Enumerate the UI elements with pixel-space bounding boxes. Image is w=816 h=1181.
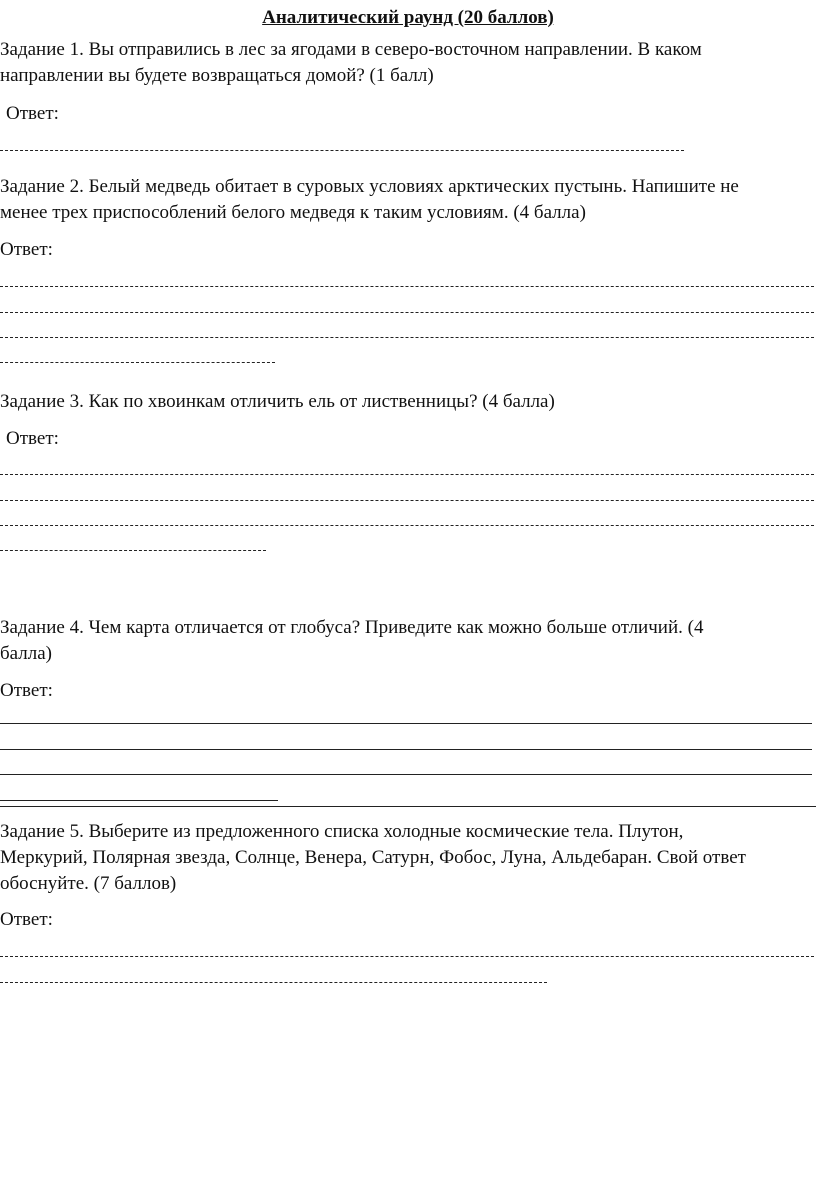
task5-answer-line-2	[0, 982, 547, 983]
task3-answer-label: Ответ:	[6, 428, 59, 449]
task5-answer-label: Ответ:	[0, 909, 53, 930]
task5-text-line-3: обоснуйте. (7 баллов)	[0, 873, 177, 894]
task1-text-line-1: Задание 1. Вы отправились в лес за ягодами в северо-восточном направлении. В каком	[0, 39, 702, 60]
task3-answer-line-4	[0, 550, 266, 551]
task5-answer-line-1	[0, 956, 814, 957]
task2-answer-label: Ответ:	[0, 239, 53, 260]
task4-answer-line-1	[0, 723, 812, 724]
task2-text-line-1: Задание 2. Белый медведь обитает в суровых условиях арктических пустынь. Напишите не	[0, 176, 739, 197]
task2-answer-line-1	[0, 286, 814, 287]
task2-text-line-2: менее трех приспособлений белого медведя к таким условиям. (4 балла)	[0, 202, 586, 223]
task2-answer-line-2	[0, 312, 814, 313]
task3-answer-line-1	[0, 474, 814, 475]
task5-text-line-1: Задание 5. Выберите из предложенного списка холодные космические тела. Плутон,	[0, 821, 684, 842]
task4-answer-line-3	[0, 774, 812, 775]
task4-answer-line-2	[0, 749, 812, 750]
task1-text-line-2: направлении вы будете возвращаться домой? (1 балл)	[0, 65, 434, 86]
task2-answer-line-3	[0, 337, 814, 338]
task4-answer-label: Ответ:	[0, 680, 53, 701]
task3-answer-line-2	[0, 500, 814, 501]
task1-answer-line	[0, 150, 684, 151]
task4-text-line-1: Задание 4. Чем карта отличается от глобуса? Приведите как можно больше отличий. (4	[0, 617, 704, 638]
page-title: Аналитический раунд (20 баллов)	[262, 7, 554, 28]
task4-separator-line	[0, 806, 816, 807]
task3-answer-line-3	[0, 525, 814, 526]
task4-answer-line-4	[0, 800, 278, 801]
task3-text-line-1: Задание 3. Как по хвоинкам отличить ель от лиственницы? (4 балла)	[0, 391, 555, 412]
task1-answer-label: Ответ:	[6, 103, 59, 124]
task2-answer-line-4	[0, 362, 275, 363]
task5-text-line-2: Меркурий, Полярная звезда, Солнце, Венера, Сатурн, Фобос, Луна, Альдебаран. Свой ответ	[0, 847, 746, 868]
task4-text-line-2: балла)	[0, 643, 52, 664]
